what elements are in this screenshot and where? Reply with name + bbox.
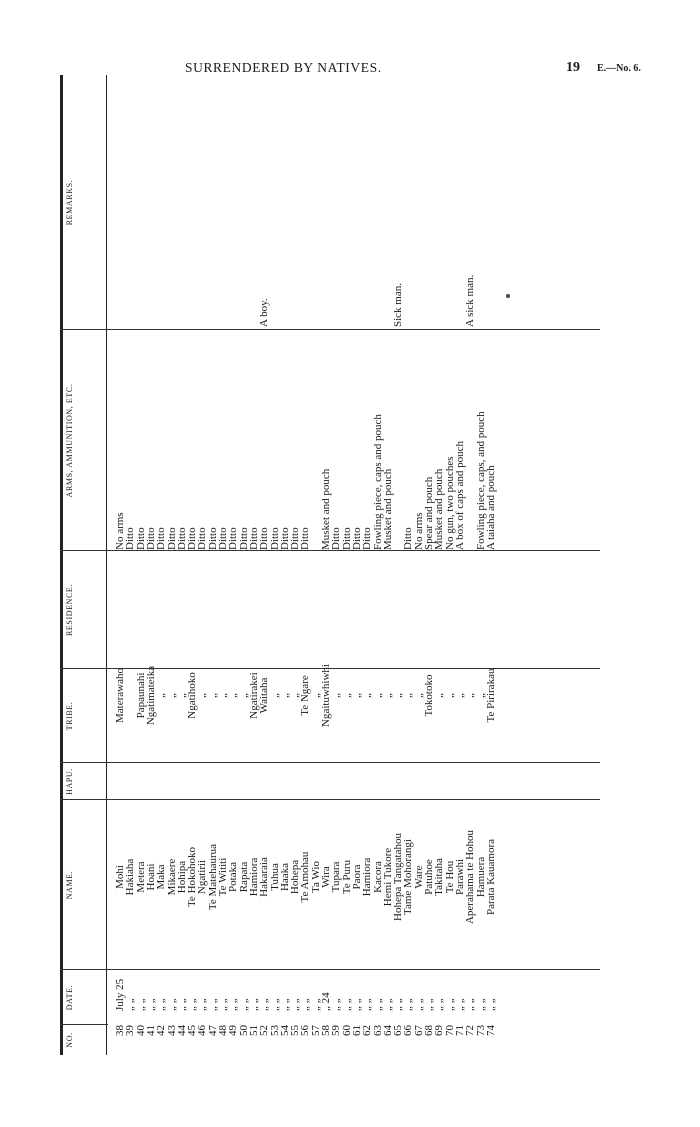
table-row <box>362 65 372 1055</box>
ink-speck <box>506 294 510 298</box>
row-tribe: „ <box>268 693 281 698</box>
table-row <box>331 65 341 1055</box>
table-row <box>259 65 269 1055</box>
row-name: Haaka <box>278 862 291 892</box>
row-number: 53 <box>268 1025 281 1036</box>
row-arms: Ditto <box>155 527 168 550</box>
row-tribe: „ <box>289 693 302 698</box>
row-tribe: „ <box>196 693 209 698</box>
row-arms: Ditto <box>196 527 209 550</box>
row-number: 65 <box>392 1025 405 1036</box>
document-reference: E.—No. 6. <box>597 63 641 74</box>
row-date: „ „ <box>186 998 199 1011</box>
row-arms: Ditto <box>278 527 291 550</box>
row-arms: Musket and pouch <box>320 468 332 550</box>
row-number: 72 <box>464 1025 477 1036</box>
row-date: „ „ <box>299 998 312 1011</box>
row-name: Hakiaha <box>124 858 137 896</box>
table-row <box>280 65 290 1055</box>
row-date: July 25 <box>114 978 126 1011</box>
row-name: Hohepa Tangatahou <box>392 833 405 921</box>
row-name: Maka <box>155 864 168 890</box>
row-date: „ „ <box>227 998 240 1011</box>
row-date: „ „ <box>330 998 343 1011</box>
row-name: Paora <box>350 864 363 890</box>
row-name: Hohipa <box>175 860 188 894</box>
row-name: Te Amohau <box>299 851 312 903</box>
row-date: „ „ <box>433 998 446 1011</box>
row-number: 42 <box>155 1025 168 1036</box>
row-tribe: „ <box>412 693 425 698</box>
row-number: 74 <box>484 1025 497 1036</box>
row-number: 47 <box>206 1025 219 1036</box>
table-row <box>115 65 125 1055</box>
row-name: Parata Kauamora <box>484 838 497 916</box>
row-name: Mikaere <box>165 858 178 896</box>
header-divider-rule <box>106 75 107 1055</box>
col-header-residence: RESIDENCE. <box>65 584 74 636</box>
row-arms: Ditto <box>330 527 343 550</box>
page-number: 19 <box>566 60 580 75</box>
col-header-hapu: HAPU. <box>65 768 74 795</box>
row-date: „ „ <box>278 998 291 1011</box>
row-tribe: Ngatirakei <box>247 672 260 719</box>
row-tribe: Ngatihoko <box>186 672 199 719</box>
row-number: 60 <box>340 1025 353 1036</box>
row-arms: Fowling piece, caps, and pouch <box>474 411 487 550</box>
row-tribe: Waitaha <box>258 677 271 714</box>
table-row <box>208 65 218 1055</box>
row-date: „ „ <box>247 998 260 1011</box>
col-header-name: NAME. <box>65 870 74 900</box>
table-row <box>270 65 280 1055</box>
row-date: „ „ <box>196 998 209 1011</box>
row-arms: Ditto <box>237 527 250 550</box>
row-date: „ „ <box>258 998 271 1011</box>
row-arms: No gun, two pouches <box>443 456 456 550</box>
rotated-ledger-table <box>60 65 600 1055</box>
row-tribe: „ <box>381 693 394 698</box>
row-arms: Ditto <box>299 527 312 550</box>
table-row <box>125 65 135 1055</box>
row-date: „ „ <box>350 998 363 1011</box>
row-number: 44 <box>175 1025 188 1036</box>
row-number: 69 <box>433 1025 446 1036</box>
table-row <box>434 65 444 1055</box>
row-arms: Ditto <box>402 527 415 550</box>
row-tribe: „ <box>371 693 384 698</box>
row-number: 61 <box>350 1025 363 1036</box>
row-number: 49 <box>227 1025 240 1036</box>
row-tribe: „ <box>474 693 487 698</box>
row-date: „ „ <box>217 998 229 1011</box>
row-arms: Ditto <box>340 527 353 550</box>
row-name: Hamiora <box>247 857 260 897</box>
col-header-remarks: REMARKS. <box>65 179 74 226</box>
running-header-title: SURRENDERED BY NATIVES. <box>185 60 382 75</box>
row-tribe: „ <box>361 693 374 698</box>
table-row <box>146 65 156 1055</box>
row-number: 59 <box>330 1025 343 1036</box>
row-name: Parawhi <box>453 858 466 896</box>
row-name: Mohi <box>114 865 126 889</box>
row-number: 64 <box>381 1025 394 1036</box>
row-name: Te Matehaurua <box>206 843 219 911</box>
row-tribe: „ <box>155 693 168 698</box>
table-row <box>414 65 424 1055</box>
row-date: „ „ <box>165 998 178 1011</box>
row-name: Hoani <box>144 863 157 891</box>
row-tribe: „ <box>340 693 353 698</box>
row-tribe: „ <box>217 693 229 698</box>
row-arms: Fowling piece, caps and pouch <box>371 414 384 550</box>
row-name: Te Puru <box>340 859 353 895</box>
row-tribe: „ <box>350 693 363 698</box>
row-tribe: „ <box>309 693 322 698</box>
row-tribe: „ <box>433 693 446 698</box>
table-row <box>239 65 249 1055</box>
table-row <box>156 65 166 1055</box>
row-tribe: Tokotoko <box>423 674 435 717</box>
row-number: 63 <box>371 1025 384 1036</box>
row-tribe: Te Ngare <box>299 675 312 716</box>
table-row <box>403 65 413 1055</box>
row-arms: Ditto <box>350 527 363 550</box>
row-name: Patuhoe <box>423 859 435 895</box>
row-tribe: „ <box>227 693 240 698</box>
table-row <box>290 65 300 1055</box>
col-header-tribe: TRIBE. <box>65 701 74 731</box>
row-tribe: „ <box>278 693 291 698</box>
table-row <box>167 65 177 1055</box>
row-arms: Ditto <box>175 527 188 550</box>
row-tribe: „ <box>175 693 188 698</box>
row-date: „ „ <box>237 998 250 1011</box>
row-name: Rapata <box>237 861 250 893</box>
row-arms: Ditto <box>206 527 219 550</box>
row-date: „ „ <box>381 998 394 1011</box>
table-row <box>311 65 321 1055</box>
row-date: „ „ <box>453 998 466 1011</box>
row-arms: No arms <box>412 512 425 550</box>
row-arms: No arms <box>114 512 126 550</box>
row-number: 56 <box>299 1025 312 1036</box>
row-date: „ „ <box>175 998 188 1011</box>
table-row <box>342 65 352 1055</box>
row-name: Takitaha <box>433 858 446 896</box>
row-date: „ „ <box>464 998 477 1011</box>
row-date: „ „ <box>402 998 415 1011</box>
row-number: 58 <box>320 1025 332 1036</box>
row-name: Hakaraia <box>258 857 271 897</box>
table-row <box>321 65 331 1055</box>
row-number: 43 <box>165 1025 178 1036</box>
row-name: Ngatirii <box>196 859 209 895</box>
row-number: 40 <box>134 1025 147 1036</box>
row-date: „ „ <box>340 998 353 1011</box>
row-date: „ „ <box>309 998 322 1011</box>
table-row <box>187 65 197 1055</box>
row-date: „ „ <box>134 998 147 1011</box>
row-number: 48 <box>217 1025 229 1036</box>
row-date: „ „ <box>412 998 425 1011</box>
row-number: 70 <box>443 1025 456 1036</box>
row-date: „ „ <box>206 998 219 1011</box>
row-name: Aperahama te Hohou <box>464 829 477 925</box>
row-number: 46 <box>196 1025 209 1036</box>
row-name: Ta Wio <box>309 861 322 893</box>
row-arms: A taiaha and pouch <box>484 465 497 550</box>
row-arms: Ditto <box>361 527 374 550</box>
table-row <box>352 65 362 1055</box>
row-number: 41 <box>144 1025 157 1036</box>
row-number: 39 <box>124 1025 137 1036</box>
row-name: Wira <box>320 866 332 888</box>
table-row <box>465 65 475 1055</box>
row-remarks: A boy. <box>258 298 271 327</box>
row-number: 57 <box>309 1025 322 1036</box>
row-date: „ „ <box>361 998 374 1011</box>
row-date: „ „ <box>423 998 435 1011</box>
row-date: „ „ <box>474 998 487 1011</box>
row-name: Ware <box>412 865 425 889</box>
row-number: 71 <box>453 1025 466 1036</box>
row-date: „ „ <box>268 998 281 1011</box>
row-name: Tupara <box>330 861 343 893</box>
table-row <box>486 65 496 1055</box>
row-date: „ „ <box>289 998 302 1011</box>
row-name: Potaka <box>227 862 240 892</box>
row-date: „ „ <box>443 998 456 1011</box>
row-name: Hemi Tukore <box>381 847 394 907</box>
row-number: 54 <box>278 1025 291 1036</box>
row-number: 52 <box>258 1025 271 1036</box>
row-date: „ „ <box>371 998 384 1011</box>
row-name: Hamuera <box>474 856 487 898</box>
row-arms: Ditto <box>144 527 157 550</box>
row-name: Kacora <box>371 861 384 893</box>
row-arms: Ditto <box>186 527 199 550</box>
row-tribe: Papaunahi <box>134 672 147 719</box>
table-row <box>445 65 455 1055</box>
row-arms: A box of caps and pouch <box>453 440 466 550</box>
row-date: „ „ <box>144 998 157 1011</box>
row-arms: Ditto <box>289 527 302 550</box>
row-number: 68 <box>423 1025 435 1036</box>
row-tribe: Materawaho <box>114 668 126 723</box>
row-date: „ „ <box>155 998 168 1011</box>
col-header-arms: ARMS, AMMUNITION, ETC. <box>65 383 74 498</box>
row-arms: Ditto <box>258 527 271 550</box>
row-number: 45 <box>186 1025 199 1036</box>
table-row <box>300 65 310 1055</box>
row-name: Te Hokohoko <box>186 846 199 908</box>
table-row <box>218 65 228 1055</box>
row-arms: Musket and pouch <box>433 468 446 550</box>
row-tribe: „ <box>237 693 250 698</box>
col-header-date: DATE. <box>65 984 74 1011</box>
row-date: „ „ <box>392 998 405 1011</box>
row-arms: Ditto <box>217 527 229 550</box>
row-name: Te Wititi <box>217 857 229 897</box>
row-arms: Ditto <box>124 527 137 550</box>
row-name: Tuhua <box>268 863 281 891</box>
table-row <box>424 65 434 1055</box>
row-tribe: Ngaituwhiwhi <box>320 664 332 727</box>
row-arms: Ditto <box>268 527 281 550</box>
row-date: „ „ <box>124 998 137 1011</box>
row-tribe: „ <box>330 693 343 698</box>
row-tribe: „ <box>443 693 456 698</box>
row-arms: Ditto <box>247 527 260 550</box>
row-tribe: „ <box>402 693 415 698</box>
row-arms: Ditto <box>227 527 240 550</box>
row-tribe: „ <box>453 693 466 698</box>
row-number: 50 <box>237 1025 250 1036</box>
table-row <box>136 65 146 1055</box>
row-number: 51 <box>247 1025 260 1036</box>
row-number: 38 <box>114 1025 126 1036</box>
row-tribe: „ <box>464 693 477 698</box>
row-remarks: Sick man. <box>392 283 405 327</box>
row-tribe: „ <box>206 693 219 698</box>
row-date: „ 24 <box>320 992 332 1011</box>
row-tribe: Te Pirirakau <box>484 668 497 723</box>
row-remarks: A sick man. <box>464 274 477 327</box>
row-name: Hamiora <box>361 857 374 897</box>
row-name: Metera <box>134 861 147 893</box>
row-number: 55 <box>289 1025 302 1036</box>
table-row <box>249 65 259 1055</box>
row-arms: Musket and pouch <box>381 468 394 550</box>
col-header-no: NO. <box>65 1032 74 1048</box>
row-number: 67 <box>412 1025 425 1036</box>
row-number: 73 <box>474 1025 487 1036</box>
row-arms: Ditto <box>134 527 147 550</box>
row-tribe: „ <box>165 693 178 698</box>
row-arms: Spear and pouch <box>423 476 435 550</box>
row-name: Tame Mohorangi <box>402 839 415 915</box>
row-number: 62 <box>361 1025 374 1036</box>
table-left-rule <box>60 75 63 1055</box>
table-row <box>373 65 383 1055</box>
row-tribe: „ <box>392 693 405 698</box>
row-arms: Ditto <box>165 527 178 550</box>
table-row <box>228 65 238 1055</box>
row-number: 66 <box>402 1025 415 1036</box>
row-tribe: Ngatimateika <box>144 665 157 726</box>
row-name: Te Hou <box>443 860 456 894</box>
row-name: Hohepa <box>289 859 302 895</box>
row-date: „ „ <box>484 998 497 1011</box>
